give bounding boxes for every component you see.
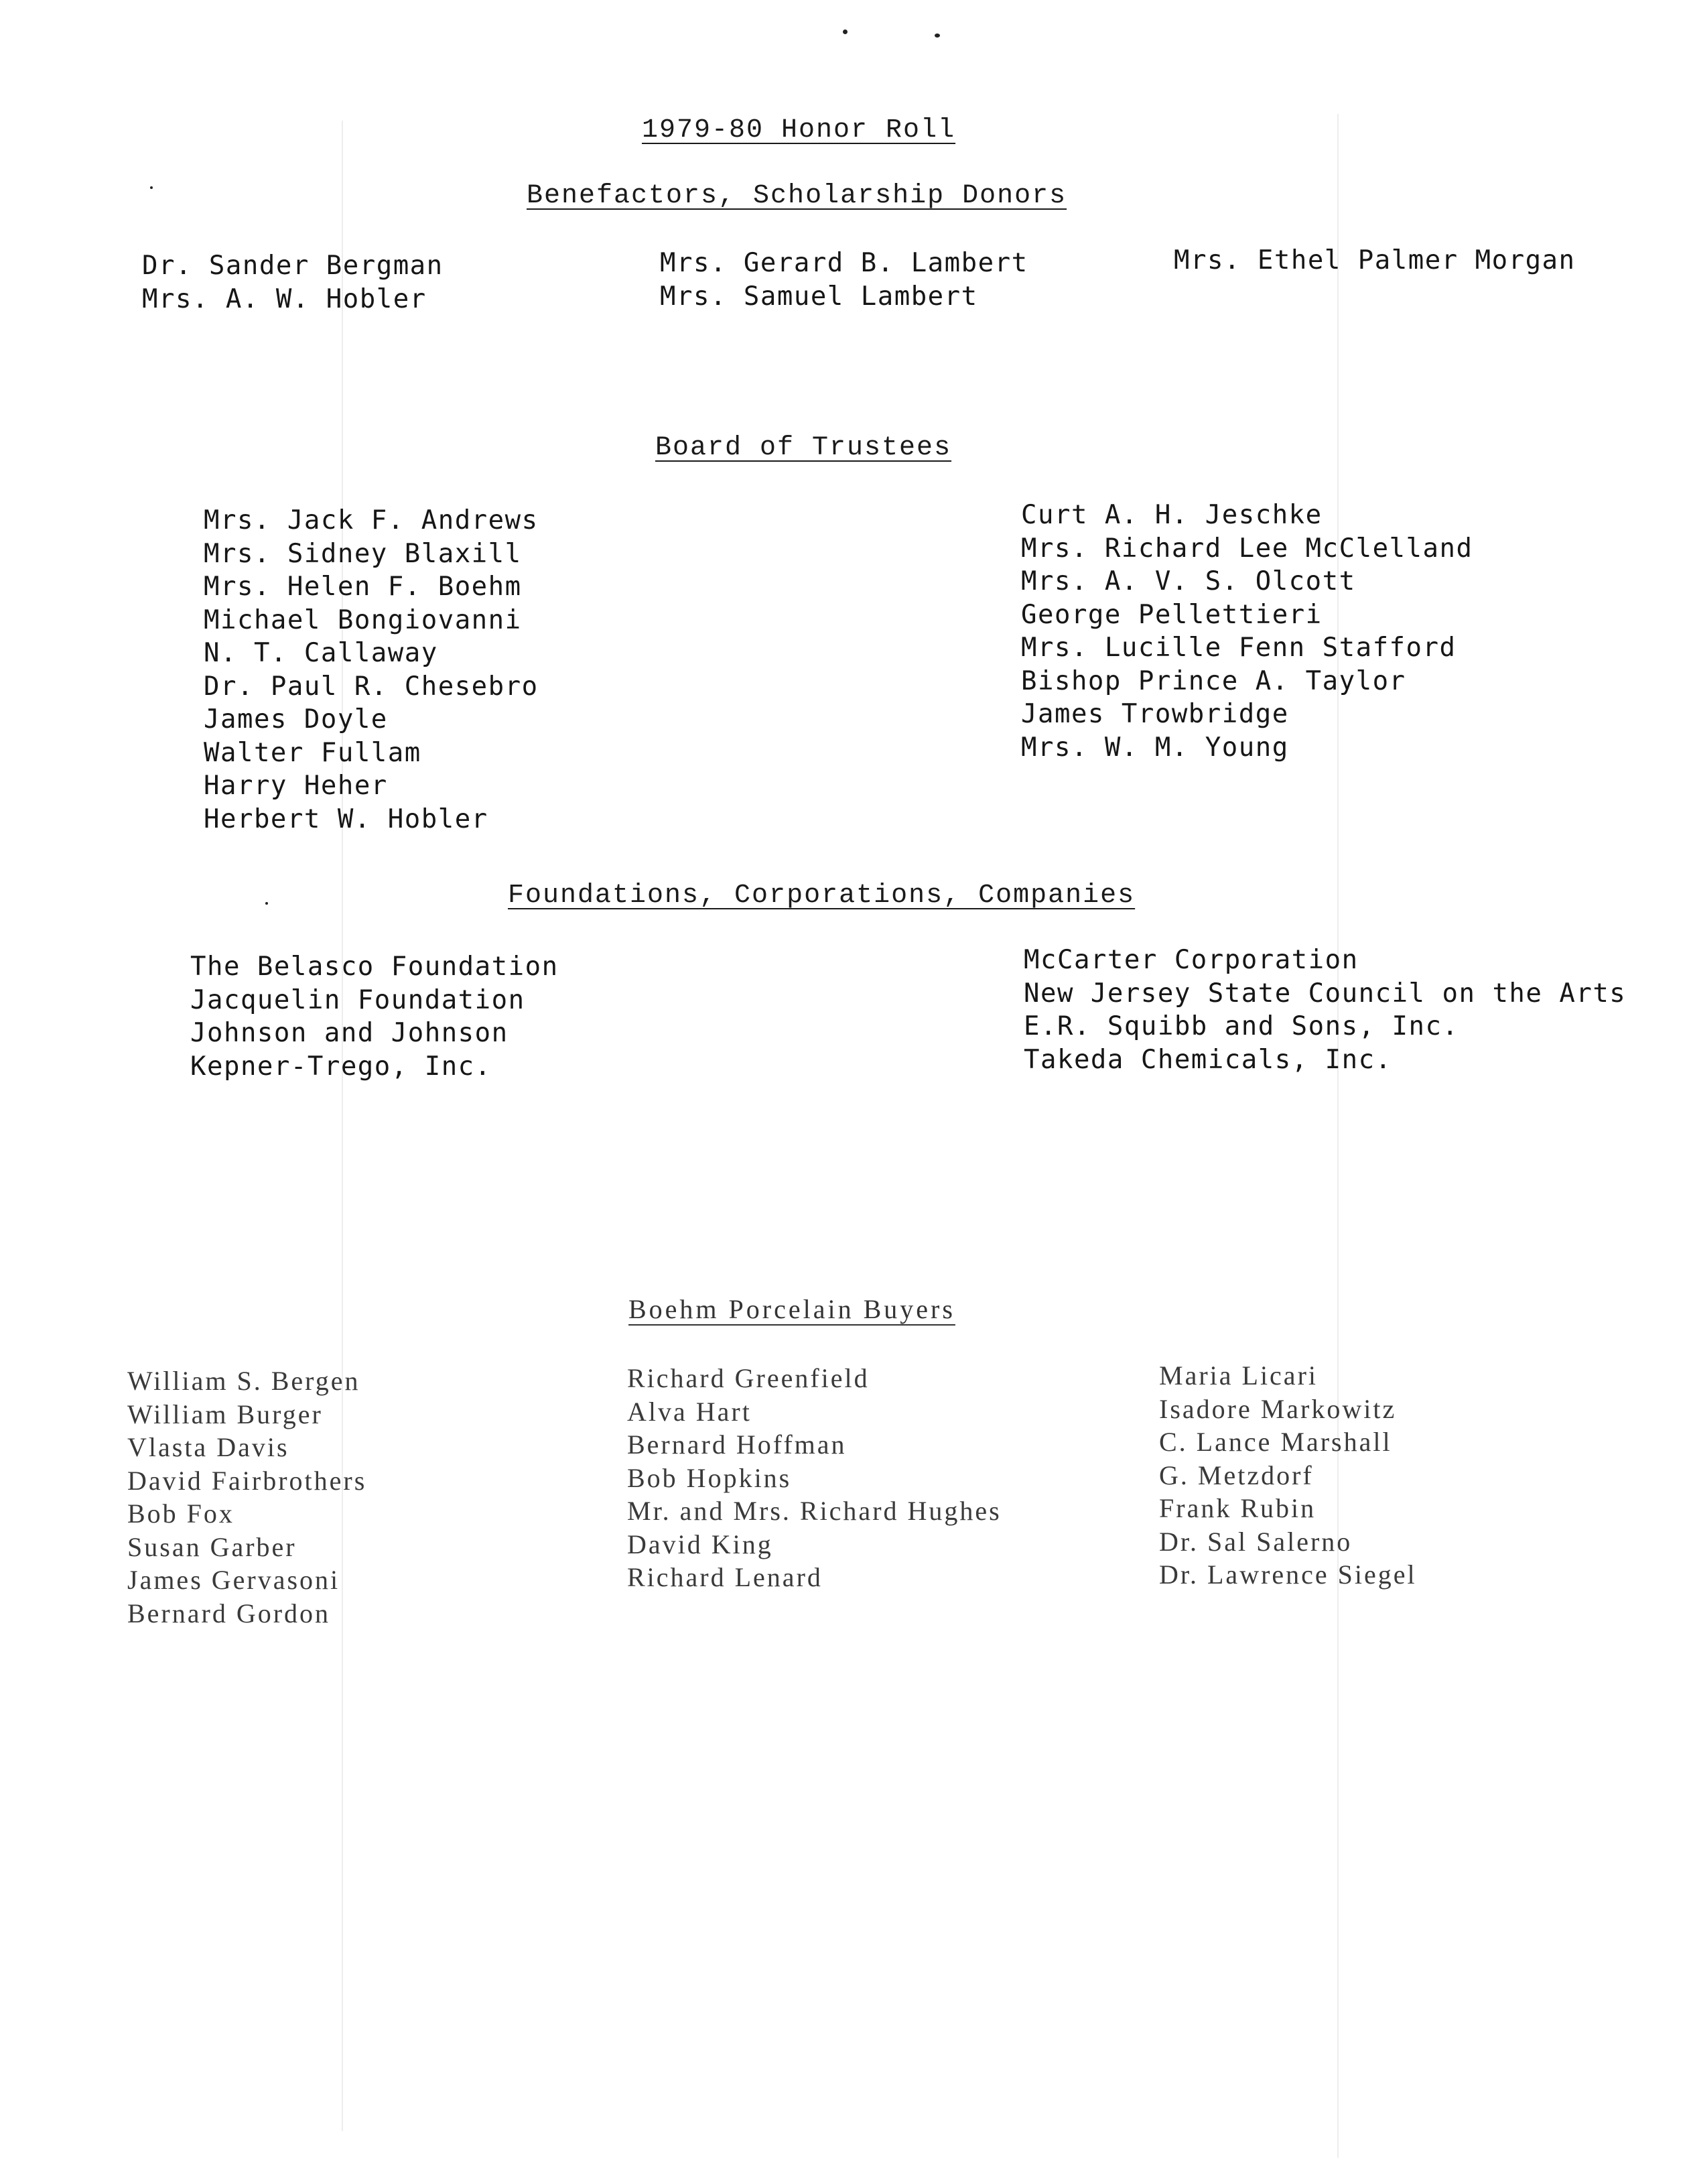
list-item: Herbert W. Hobler (204, 804, 488, 834)
list-item: Mrs. A. W. Hobler (142, 283, 427, 314)
list-item: Dr. Lawrence Siegel (1159, 1559, 1417, 1590)
list-item: Mrs. Lucille Fenn Stafford (1021, 633, 1457, 663)
benefactors-column-2 (660, 247, 1028, 313)
list-item: Walter Fullam (204, 737, 421, 768)
list-item: Dr. Sal Salerno (1159, 1526, 1353, 1557)
trustees-column-1 (204, 504, 539, 836)
list-item: Frank Rubin (1159, 1493, 1316, 1523)
benefactors-column-1 (142, 249, 444, 316)
list-item: Bernard Hoffman (627, 1429, 847, 1460)
list-item: David King (627, 1529, 773, 1559)
boehm-column-1 (127, 1364, 366, 1630)
list-item: Mr. and Mrs. Richard Hughes (627, 1496, 1002, 1526)
list-item: Mrs. Ethel Palmer Morgan (1174, 245, 1576, 275)
list-item: New Jersey State Council on the Arts (1024, 978, 1627, 1009)
section-heading-boehm: Boehm Porcelain Buyers (628, 1294, 955, 1324)
section-heading-benefactors: Benefactors, Scholarship Donors (527, 181, 1067, 211)
boehm-column-3 (1159, 1359, 1417, 1592)
list-item: N. T. Callaway (204, 638, 438, 668)
list-item: Mrs. Sidney Blaxill (204, 538, 522, 569)
scan-speck (150, 186, 153, 189)
list-item: Mrs. Jack F. Andrews (204, 505, 539, 535)
list-item: James Doyle (204, 704, 388, 734)
list-item: G. Metzdorf (1159, 1460, 1314, 1490)
list-item: Harry Heher (204, 771, 388, 801)
list-item: Johnson and Johnson (190, 1018, 509, 1048)
boehm-column-2 (627, 1362, 1002, 1594)
scan-speck (843, 29, 848, 34)
list-item: James Gervasoni (127, 1565, 340, 1595)
scan-speck (935, 34, 940, 38)
list-item: Vlasta Davis (127, 1432, 289, 1462)
section-heading-trustees: Board of Trustees (655, 433, 952, 463)
list-item: Alva Hart (627, 1396, 752, 1427)
list-item: C. Lance Marshall (1159, 1427, 1392, 1457)
scan-speck (265, 902, 268, 905)
list-item: Mrs. W. M. Young (1021, 732, 1289, 763)
section-heading-foundations: Foundations, Corporations, Companies (508, 881, 1136, 911)
list-item: E.R. Squibb and Sons, Inc. (1024, 1011, 1459, 1041)
list-item: William Burger (127, 1399, 323, 1429)
list-item: Bob Fox (127, 1498, 234, 1529)
fold-line (342, 121, 343, 2131)
list-item: Dr. Sander Bergman (142, 251, 444, 281)
foundations-column-2 (1024, 944, 1626, 1076)
list-item: Mrs. Samuel Lambert (660, 281, 978, 312)
list-item: Mrs. A. V. S. Olcott (1021, 566, 1356, 596)
list-item: James Trowbridge (1021, 699, 1289, 729)
fold-line (1337, 114, 1339, 2158)
list-item: Kepner-Trego, Inc. (190, 1051, 492, 1082)
foundations-column-1 (190, 950, 559, 1083)
list-item: David Fairbrothers (127, 1465, 367, 1496)
list-item: Maria Licari (1159, 1360, 1318, 1391)
list-item: Dr. Paul R. Chesebro (204, 671, 539, 702)
list-item: Richard Greenfield (627, 1363, 870, 1393)
list-item: Richard Lenard (627, 1562, 823, 1592)
list-item: The Belasco Foundation (190, 952, 559, 982)
list-item: Curt A. H. Jeschke (1021, 500, 1323, 530)
list-item: Jacquelin Foundation (190, 984, 525, 1015)
list-item: Mrs. Helen F. Boehm (204, 572, 522, 602)
list-item: Bob Hopkins (627, 1462, 792, 1493)
list-item: George Pellettieri (1021, 599, 1323, 630)
list-item: Bishop Prince A. Taylor (1021, 665, 1406, 696)
list-item: Takeda Chemicals, Inc. (1024, 1044, 1392, 1075)
list-item: Isadore Markowitz (1159, 1393, 1397, 1424)
page-title: 1979-80 Honor Roll (642, 115, 956, 145)
benefactors-column-3 (1174, 244, 1576, 277)
list-item: Michael Bongiovanni (204, 604, 522, 635)
list-item: Susan Garber (127, 1531, 297, 1562)
trustees-column-2 (1021, 499, 1473, 764)
list-item: Mrs. Gerard B. Lambert (660, 248, 1028, 278)
list-item: Mrs. Richard Lee McClelland (1021, 533, 1473, 564)
list-item: McCarter Corporation (1024, 945, 1359, 975)
list-item: William S. Bergen (127, 1366, 360, 1396)
list-item: Bernard Gordon (127, 1598, 331, 1628)
